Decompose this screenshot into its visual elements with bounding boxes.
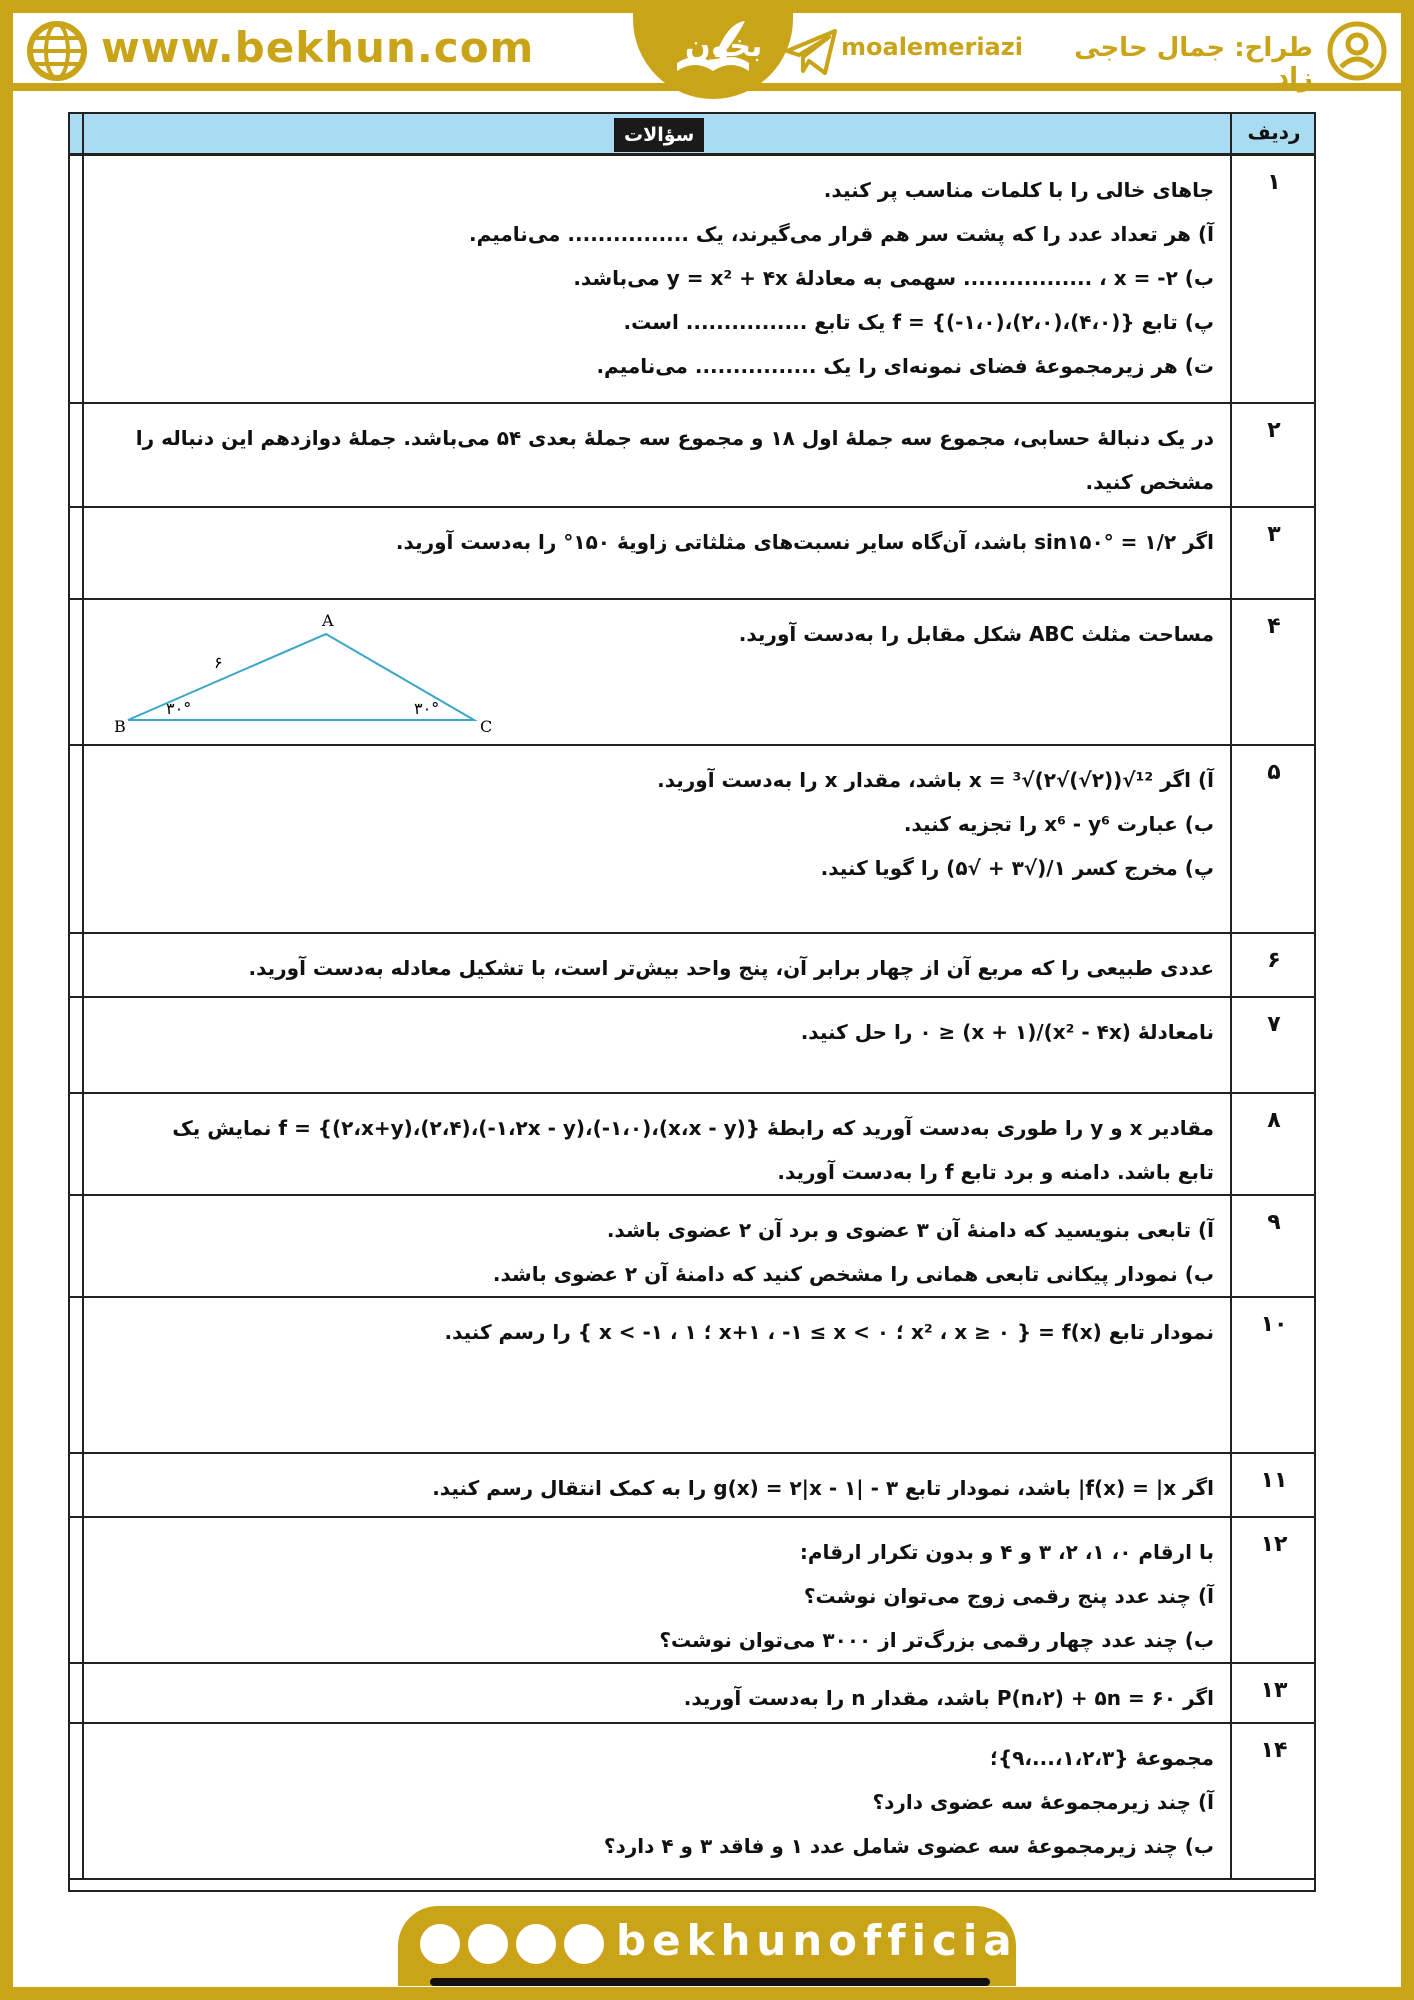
question-line: تابع باشد. دامنه و برد تابع f را به‌دست آورید. [777,1160,1214,1184]
question-text [94,1010,1214,1054]
row-number: ۹ [1267,1210,1281,1235]
question-row [70,934,1314,998]
designer-credit: طراح: جمال حاجی زاد [1074,33,1313,93]
telegram-icon[interactable] [516,1924,556,1964]
row-number: ۸ [1267,1108,1281,1133]
question-line: عددی طبیعی را که مربع آن از چهار برابر آن، پنج واحد بیش‌تر است، با تشکیل معادله به‌دست آورید. [248,956,1214,980]
question-line: اگر f(x) = |x| باشد، نمودار تابع g(x) = ۲|x - ۱| - ۳ را به کمک انتقال رسم کنید. [432,1476,1214,1500]
question-row [70,1298,1314,1454]
header [13,13,1401,91]
vertex-c-label: C [480,717,493,736]
row-number: ۱۱ [1260,1468,1288,1493]
globe-icon [27,21,87,81]
question-text [94,1466,1214,1510]
question-line: ب) عبارت x⁶ - y⁶ را تجزیه کنید. [903,812,1214,836]
question-line: نامعادلهٔ (x² - ۴x)/(x + ۱) ≤ ۰ را حل کنید. [800,1020,1214,1044]
row-number: ۶ [1267,948,1281,973]
question-line: آ) اگر ¹²√x = ³√(۲√(√۲)) باشد، مقدار x را به‌دست آورید. [657,768,1214,792]
site-url[interactable]: www.bekhun.com [101,23,535,72]
question-text [94,1208,1214,1296]
question-text [94,1736,1214,1868]
question-line: ب) نمودار پیکانی تابعی همانی را مشخص کنید که دامنهٔ آن ۲ عضوی باشد. [492,1262,1214,1286]
row-number: ۱۰ [1260,1312,1288,1337]
question-line: آ) هر تعداد عدد را که پشت سر هم قرار می‌گیرند، یک ................ می‌نامیم. [468,222,1214,246]
question-text [94,946,1214,990]
triangle-figure [94,606,494,736]
question-row [70,1196,1314,1298]
vertex-b-label: B [114,717,126,736]
row-number: ۳ [1267,522,1281,547]
question-line: جاهای خالی را با کلمات مناسب پر کنید. [823,178,1214,202]
row-column-header: ردیف [1247,120,1301,144]
question-line: مقادیر x و y را طوری به‌دست آورید که رابطهٔ f = {(۲،x+y)،(۲،۴)،(-۱،۲x - y)،(-۱،۰)،(x،x - y)} نمایش یک [172,1116,1214,1140]
question-line: با ارقام ۰، ۱، ۲، ۳ و ۴ و بدون تکرار ارقام: [799,1540,1214,1564]
telegram-icon [783,27,839,77]
logo-text: بخون [685,29,763,64]
question-text [94,1310,1214,1354]
question-line: اگر P(n،۲) + ۵n = ۶۰ باشد، مقدار n را به‌دست آورید. [683,1686,1214,1710]
question-line: پ) مخرج کسر ۱/(√۳ + √۵) را گویا کنید. [820,856,1214,880]
question-text [94,168,1214,388]
question-row [70,1724,1314,1880]
question-line: پ) تابع f = {(-۱،۰)،(۲،۰)،(۴،۰)} یک تابع ................ است. [623,310,1214,334]
questions-column-header: سؤالات [614,118,704,152]
side-ab-label: ۶ [214,653,223,672]
row-number: ۱۲ [1260,1532,1288,1557]
question-line: ب) x = -۲ ، ................. سهمی به معادلهٔ y = x² + ۴x می‌باشد. [573,266,1214,290]
question-row [70,508,1314,600]
footer-social-bar [398,1906,1039,1986]
row-number: ۷ [1267,1012,1281,1037]
question-line: مساحت مثلث ABC شکل مقابل را به‌دست آورید. [738,622,1214,646]
question-row [70,1518,1314,1664]
question-row [70,600,1314,746]
row-number: ۴ [1267,614,1281,639]
question-row [70,404,1314,508]
question-text [94,758,1214,890]
question-text [94,1676,1214,1720]
instagram-icon[interactable] [564,1924,604,1964]
row-number: ۱۴ [1260,1738,1288,1763]
question-line: ت) هر زیرمجموعهٔ فضای نمونه‌ای را یک ................ می‌نامیم. [596,354,1214,378]
question-line: آ) چند زیرمجموعهٔ سه عضوی دارد؟ [872,1790,1214,1814]
question-line: نمودار تابع f(x) = { x² ، x ≥ ۰ ؛ x+۱ ، -۱ ≤ x < ۰ ؛ ۱ ، x < -۱ } را رسم کنید. [444,1320,1214,1344]
telegram-handle[interactable]: moalemeriazi [841,33,1023,61]
question-line: در یک دنبالهٔ حسابی، مجموع سه جملهٔ اول ۱۸ و مجموع سه جملهٔ بعدی ۵۴ می‌باشد. جملهٔ دوازدهم این دنباله را [135,426,1214,450]
row-number: ۱۳ [1260,1678,1288,1703]
logo-badge [633,0,793,99]
question-line: مشخص کنید. [1085,470,1214,494]
question-line: ب) چند زیرمجموعهٔ سه عضوی شامل عدد ۱ و فاقد ۳ و ۴ دارد؟ [603,1834,1214,1858]
row-number: ۱ [1267,170,1281,195]
question-line: مجموعهٔ {۱،۲،۳،...،۹}؛ [989,1746,1214,1770]
question-row [70,1664,1314,1724]
question-text [94,520,1214,564]
footer-brand: bekhunofficial [616,1916,1039,1965]
questions-table [68,112,1316,1892]
row-number: ۲ [1267,418,1281,443]
footer-shadow [430,1978,990,1986]
aparat-icon[interactable] [420,1924,460,1964]
angle-c-label: ۳۰° [414,699,440,718]
question-line: ب) چند عدد چهار رقمی بزرگ‌تر از ۳۰۰۰ می‌توان نوشت؟ [659,1628,1214,1652]
youtube-icon[interactable] [468,1924,508,1964]
table-header [70,114,1314,156]
question-line: اگر sin۱۵۰° = ۱/۲ باشد، آن‌گاه سایر نسبت‌های مثلثاتی زاویهٔ ۱۵۰° را به‌دست آورید. [395,530,1214,554]
question-line: آ) چند عدد پنج رقمی زوج می‌توان نوشت؟ [803,1584,1214,1608]
question-line: آ) تابعی بنویسید که دامنهٔ آن ۳ عضوی و برد آن ۲ عضوی باشد. [606,1218,1214,1242]
question-row [70,156,1314,404]
user-avatar-icon [1327,21,1387,81]
vertex-a-label: A [322,611,334,630]
question-row [70,1094,1314,1196]
angle-b-label: ۳۰° [166,699,192,718]
question-row [70,998,1314,1094]
row-number: ۵ [1267,760,1281,785]
question-text [94,416,1214,504]
question-row [70,746,1314,934]
question-row [70,1454,1314,1518]
question-text [94,1106,1214,1194]
question-text [94,1530,1214,1662]
